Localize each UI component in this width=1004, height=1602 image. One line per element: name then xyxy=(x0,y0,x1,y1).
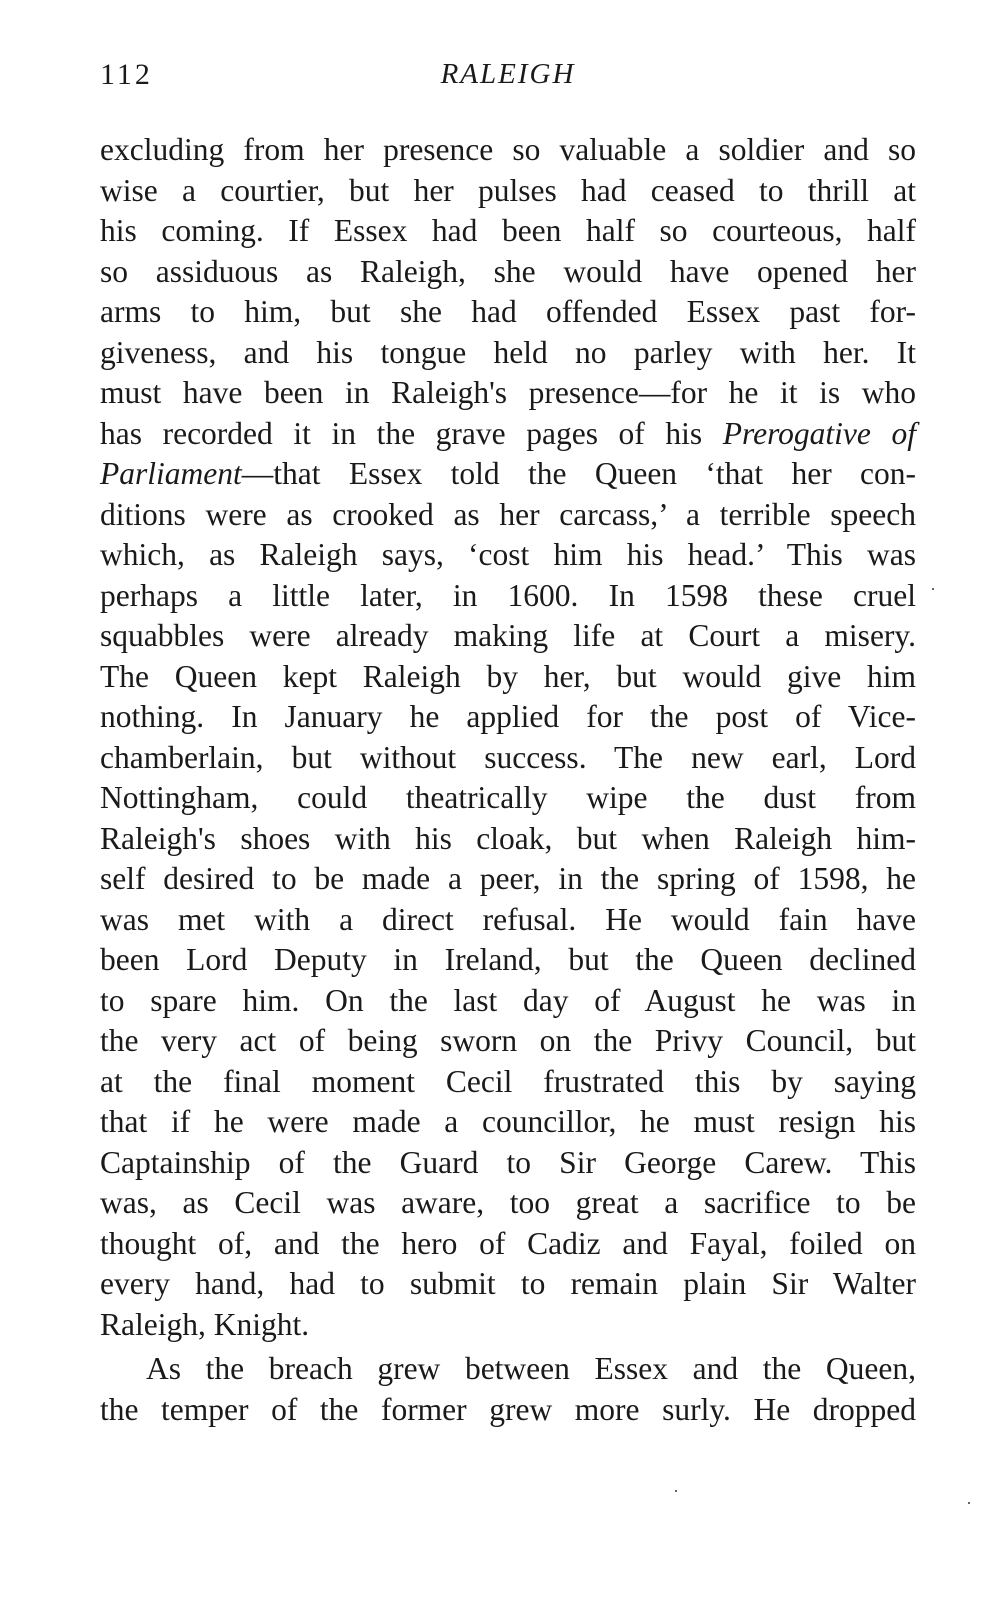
text-line: giveness, and his tongue held no parley with her. It xyxy=(100,334,916,370)
text-line: the very act of being sworn on the Privy Council, but xyxy=(100,1023,916,1058)
text-line: to spare him. On the last day of August he was in xyxy=(100,982,916,1018)
ink-speck xyxy=(675,1490,677,1492)
running-title: RALEIGH xyxy=(440,58,576,90)
text-line: the temper of the former grew more surly. He dropped xyxy=(100,1391,916,1427)
text-line: self desired to be made a peer, in the spring of 1598, he xyxy=(100,861,916,896)
text-line: nothing. In January he applied for the post of Vice- xyxy=(100,699,916,734)
text-line: perhaps a little later, in 1600. In 1598 these cruel xyxy=(100,577,916,613)
text-line xyxy=(100,414,916,455)
text-line: so assiduous as Raleigh, she would have opened her xyxy=(100,253,916,289)
text-line: must have been in Raleigh's presence—for he it is who xyxy=(100,375,916,410)
text-line: his coming. If Essex had been half so courteous, half xyxy=(100,213,916,248)
text-line: Captainship of the Guard to Sir George Carew. This xyxy=(100,1144,916,1180)
text-line: which, as Raleigh says, ‘cost him his head.’ This was xyxy=(100,537,916,572)
paragraph-2 xyxy=(100,1349,916,1430)
text-line: The Queen kept Raleigh by her, but would give him xyxy=(100,658,916,694)
text-line: squabbles were already making life at Court a misery. xyxy=(100,618,916,653)
text-line: Nottingham, could theatrically wipe the dust from xyxy=(100,780,916,815)
text-line: was met with a direct refusal. He would fain have xyxy=(100,901,916,937)
text-line: Raleigh, Knight. xyxy=(100,1306,310,1342)
running-head xyxy=(100,58,916,108)
body-text xyxy=(100,130,916,1430)
text-line: was, as Cecil was aware, too great a sacrifice to be xyxy=(100,1185,916,1220)
ink-speck xyxy=(932,588,934,590)
text-line xyxy=(100,454,916,495)
text-line: excluding from her presence so valuable a soldier and so xyxy=(100,132,916,167)
text-line: ditions were as crooked as her carcass,’ a terrible speech xyxy=(100,496,916,532)
text-line: been Lord Deputy in Ireland, but the Queen declined xyxy=(100,942,916,977)
text-line: Raleigh's shoes with his cloak, but when Raleigh him- xyxy=(100,820,916,856)
text-line: As the breach grew between Essex and the Queen, xyxy=(146,1351,916,1386)
text-line: thought of, and the hero of Cadiz and Fayal, foiled on xyxy=(100,1225,916,1261)
text-run: has recorded it in the grave pages of his xyxy=(100,415,703,451)
book-title-italic: Parliament xyxy=(100,456,242,491)
book-title-italic: Prerogative of xyxy=(722,415,917,451)
text-line: chamberlain, but without success. The new earl, Lord xyxy=(100,739,916,775)
text-line: wise a courtier, but her pulses had ceased to thrill at xyxy=(100,172,916,208)
text-line: at the final moment Cecil frustrated this by saying xyxy=(100,1063,916,1099)
text-line: that if he were made a councillor, he must resign his xyxy=(100,1104,916,1139)
text-line: every hand, had to submit to remain plain Sir Walter xyxy=(100,1266,916,1301)
text-run: —that Essex told the Queen ‘that her con- xyxy=(241,456,916,491)
page-number: 112 xyxy=(100,58,153,91)
text-line: arms to him, but she had offended Essex past for- xyxy=(100,294,916,329)
paragraph-1 xyxy=(100,130,916,1345)
ink-speck xyxy=(968,1502,970,1504)
